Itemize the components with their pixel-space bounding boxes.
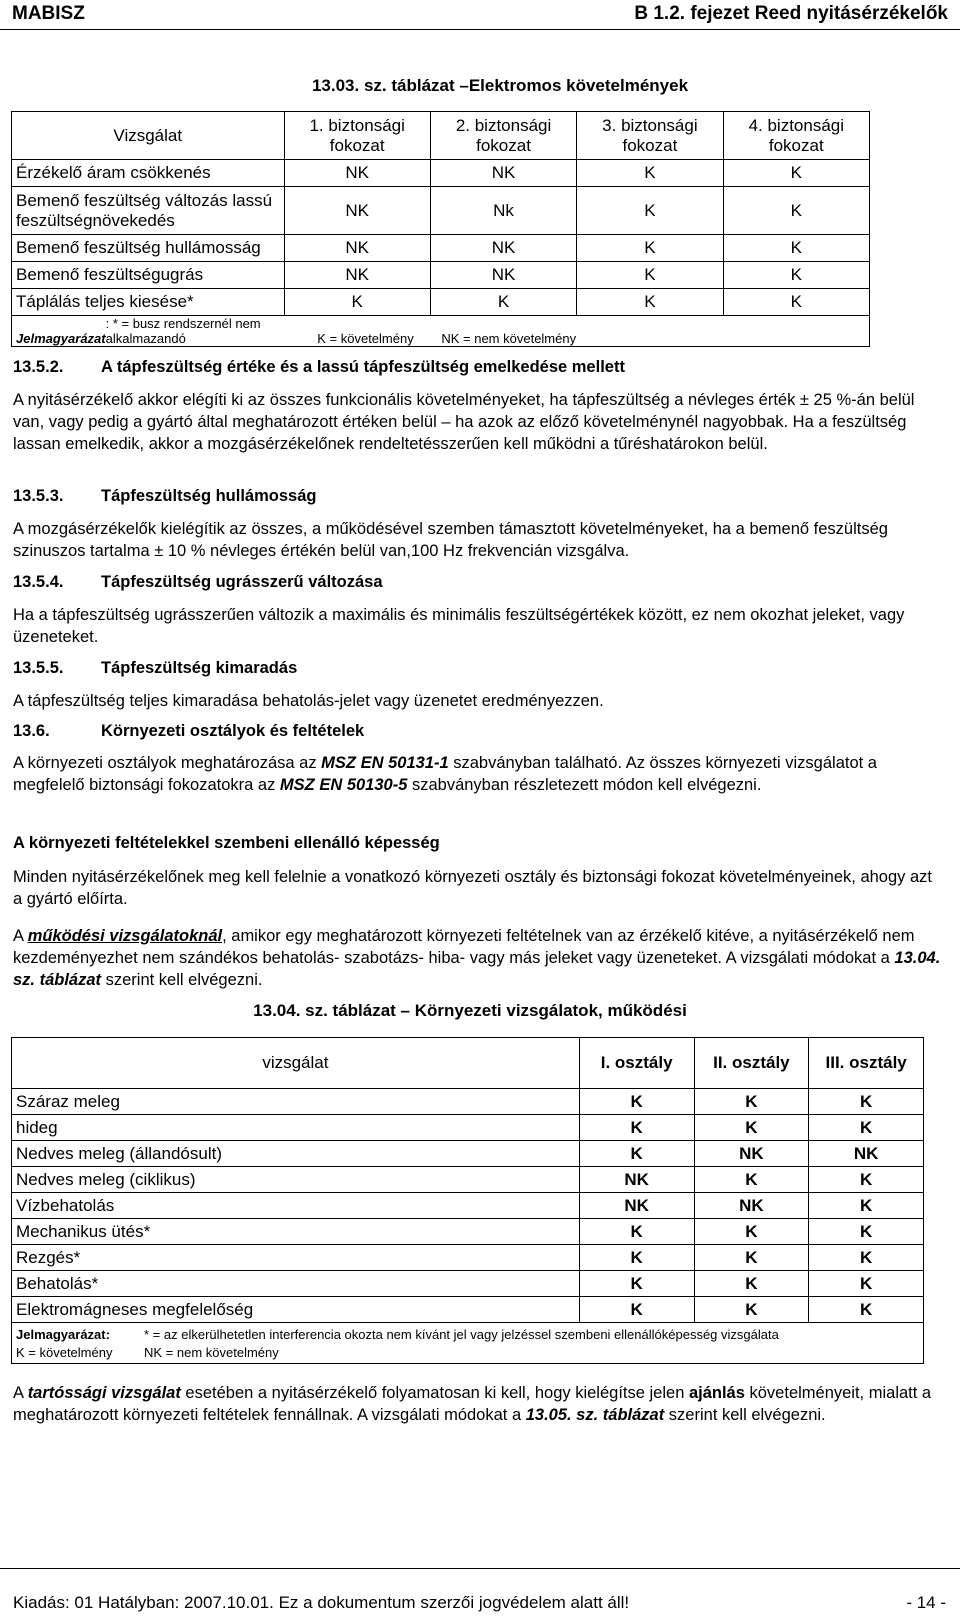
legend-bus: : * = busz rendszernél nem alkalmazandó <box>105 316 261 346</box>
cell: NK <box>284 160 430 187</box>
text-run: szerint kell elvégezni. <box>101 971 263 989</box>
section-13-5-5-text: A tápfeszültség teljes kimaradása behatolás-jelet vagy üzenetet eredményezzen. <box>13 692 604 710</box>
cell: K <box>694 1167 809 1193</box>
cell: K <box>809 1245 924 1271</box>
row-label: Bemenő feszültségugrás <box>12 262 285 289</box>
table-row <box>12 1167 924 1193</box>
emphasis: tartóssági vizsgálat <box>27 1384 181 1402</box>
cell: K <box>723 187 869 235</box>
footer-divider <box>0 1568 960 1569</box>
cell: Nk <box>430 187 576 235</box>
table2-caption: 13.04. sz. táblázat – Környezeti vizsgálatok, működési <box>253 1001 687 1020</box>
emphasis: ajánlás <box>688 1384 745 1402</box>
cell: K <box>579 1245 694 1271</box>
col-header: Vizsgálat <box>12 112 285 160</box>
table-row <box>12 289 870 316</box>
cell: NK <box>430 160 576 187</box>
text-run: , amikor egy meghatározott környezeti feltételnek van az érzékelő kitéve, a nyitásérzékelő nem kezdeményezhet nem szándékos behatolás- szabotázs- hiba- vagy más jeleket vagy üzeneteket. A vizsgálati módokat a <box>13 927 915 967</box>
cell: K <box>694 1297 809 1323</box>
environmental-tests-table <box>11 1037 924 1364</box>
cell: K <box>577 160 723 187</box>
table-ref: 13.05. sz. táblázat <box>525 1406 665 1424</box>
cell: K <box>430 289 576 316</box>
cell: K <box>723 235 869 262</box>
cell: K <box>579 1141 694 1167</box>
header-divider <box>0 29 960 30</box>
legend-label: Jelmagyarázat: <box>16 1327 110 1342</box>
cell: K <box>723 289 869 316</box>
section-heading: Tápfeszültség hullámosság <box>101 487 317 505</box>
table-row <box>12 187 870 235</box>
section-13-5-2-title <box>13 358 625 377</box>
section-13-6-text <box>13 752 943 796</box>
cell: NK <box>284 262 430 289</box>
row-label: Nedves meleg (ciklikus) <box>12 1167 580 1193</box>
env-resistance-title: A környezeti feltételekkel szembeni ellenálló képesség <box>13 834 440 852</box>
footer-info: Kiadás: 01 Hatályban: 2007.10.01. Ez a dokumentum szerzői jogvédelem alatt áll! <box>13 1593 630 1612</box>
row-label: Vízbehatolás <box>12 1193 580 1219</box>
col-header: III. osztály <box>809 1038 924 1089</box>
cell: NK <box>694 1141 809 1167</box>
table-header-row <box>12 1038 924 1089</box>
table-ref: 13.04. sz. táblázat <box>13 949 941 989</box>
row-label: Rezgés* <box>12 1245 580 1271</box>
page-number: - 14 - <box>906 1593 946 1612</box>
row-label: Behatolás* <box>12 1271 580 1297</box>
section-13-5-3-title <box>13 487 316 506</box>
table-row <box>12 1245 924 1271</box>
table-legend-row <box>12 1323 924 1364</box>
section-number: 13.5.3. <box>13 487 64 505</box>
cell: K <box>577 187 723 235</box>
cell: K <box>694 1271 809 1297</box>
text-run: szabványban részletezett módon kell elvégezni. <box>407 776 762 794</box>
section-number: 13.5.4. <box>13 573 64 591</box>
table-row <box>12 262 870 289</box>
table-row <box>12 1115 924 1141</box>
standard-ref: MSZ EN 50131-1 <box>321 754 449 772</box>
cell: K <box>284 289 430 316</box>
text-run: követelményeit, mialatt a meghatározott környezeti feltételek fennállnak. A vizsgálati módokat a <box>13 1384 932 1424</box>
cell: K <box>694 1115 809 1141</box>
legend-interference: * = az elkerülhetetlen interferencia okozta nem kívánt jel vagy jelzéssel szembeni ellenállóképesség vizsgálata <box>144 1327 779 1342</box>
env-resistance-text: Minden nyitásérzékelőnek meg kell felelnie a vonatkozó környezeti osztály és biztonsági fokozat követelményeinek, ahogy azt a gyártó előírta. <box>13 868 933 908</box>
section-number: 13.5.2. <box>13 358 64 376</box>
text-run: szabványban található. Az összes környezeti vizsgálatot a megfelelő biztonsági fokozatokra az <box>13 754 877 794</box>
cell: K <box>694 1245 809 1271</box>
table-legend <box>12 1323 924 1364</box>
cell: K <box>694 1089 809 1115</box>
text-run: A környezeti osztályok meghatározása az <box>13 754 322 772</box>
table-header-row <box>12 112 870 160</box>
standard-ref: MSZ EN 50130-5 <box>279 776 408 794</box>
cell: K <box>809 1193 924 1219</box>
text-run: szerint kell elvégezni. <box>664 1406 826 1424</box>
row-label: Bemenő feszültség hullámosság <box>12 235 285 262</box>
section-13-5-4-text: Ha a tápfeszültség ugrásszerűen változik a maximális és minimális feszültségértékek között, ez nem okozhat jeleket, vagy üzeneteket. <box>13 606 905 646</box>
table-row <box>12 1141 924 1167</box>
cell: K <box>809 1167 924 1193</box>
col-header: 2. biztonsági fokozat <box>430 112 576 160</box>
section-heading: Környezeti osztályok és feltételek <box>101 722 365 740</box>
text-run: A <box>13 1384 28 1402</box>
cell: K <box>579 1089 694 1115</box>
section-heading: A tápfeszültség értéke és a lassú tápfeszültség emelkedése mellett <box>101 358 625 376</box>
legend-k: K = követelmény <box>317 331 414 346</box>
section-13-5-5-title <box>13 659 297 678</box>
cell: K <box>723 262 869 289</box>
cell: K <box>723 160 869 187</box>
row-label: Nedves meleg (állandósult) <box>12 1141 580 1167</box>
cell: NK <box>579 1167 694 1193</box>
col-header: vizsgálat <box>12 1038 580 1089</box>
cell: K <box>809 1089 924 1115</box>
table-row <box>12 235 870 262</box>
durability-tests-text <box>13 1382 943 1426</box>
cell: K <box>577 289 723 316</box>
col-header: II. osztály <box>694 1038 809 1089</box>
table-row <box>12 1271 924 1297</box>
emphasis: működési vizsgálatoknál <box>27 927 223 945</box>
cell: K <box>579 1271 694 1297</box>
legend-label: Jelmagyarázat <box>16 331 106 346</box>
cell: NK <box>284 187 430 235</box>
legend-nk: NK = nem követelmény <box>144 1345 279 1360</box>
row-label: Érzékelő áram csökkenés <box>12 160 285 187</box>
section-number: 13.5.5. <box>13 659 64 677</box>
header-org: MABISZ <box>12 3 85 24</box>
section-13-5-2-text: A nyitásérzékelő akkor elégíti ki az összes funkcionális követelményeket, ha tápfeszültség a névleges érték ± 25 %-án belül van, vagy pedig a gyártó által meghatározott értéken belül – ha azok az előző követelménynél nagyobbak. Ha a feszültség lassan emelkedik, akkor a mozgásérzékelőnek rendeltetésszerűen kell működni a tűréshatárokon belül. <box>13 391 915 453</box>
legend-nk: NK = nem követelmény <box>441 331 577 346</box>
cell: K <box>809 1219 924 1245</box>
cell: NK <box>809 1141 924 1167</box>
col-header: I. osztály <box>579 1038 694 1089</box>
page-header <box>0 0 960 30</box>
cell: K <box>577 262 723 289</box>
table-row <box>12 1089 924 1115</box>
table1-caption: 13.03. sz. táblázat –Elektromos követelmények <box>311 76 689 95</box>
cell: K <box>809 1115 924 1141</box>
cell: K <box>579 1115 694 1141</box>
legend-k: K = követelmény <box>16 1345 113 1360</box>
table-row <box>12 1193 924 1219</box>
section-number: 13.6. <box>13 722 50 740</box>
row-label: Bemenő feszültség változás lassú feszültségnövekedés <box>12 187 285 235</box>
cell: NK <box>579 1193 694 1219</box>
col-header: 1. biztonsági fokozat <box>284 112 430 160</box>
row-label: hideg <box>12 1115 580 1141</box>
table-legend-row <box>12 316 870 347</box>
row-label: Elektromágneses megfelelőség <box>12 1297 580 1323</box>
electrical-requirements-table <box>11 111 870 347</box>
row-label: Táplálás teljes kiesése* <box>12 289 285 316</box>
col-header: 3. biztonsági fokozat <box>577 112 723 160</box>
section-13-6-title <box>13 722 364 741</box>
section-heading: Tápfeszültség kimaradás <box>101 659 298 677</box>
cell: K <box>579 1219 694 1245</box>
operational-tests-text <box>13 925 943 991</box>
header-chapter: B 1.2. fejezet Reed nyitásérzékelők <box>634 3 948 24</box>
cell: NK <box>430 262 576 289</box>
cell: K <box>809 1271 924 1297</box>
cell: K <box>577 235 723 262</box>
section-13-5-3-text: A mozgásérzékelők kielégítik az összes, a működésével szemben támasztott követelményeket, ha a bemenő feszültség szinuszos tartalma ± 10 % névleges értékén belül van,100 Hz frekvencián vizsgálva. <box>13 520 888 560</box>
section-heading: Tápfeszültség ugrásszerű változása <box>101 573 383 591</box>
cell: NK <box>284 235 430 262</box>
cell: K <box>579 1297 694 1323</box>
text-run: A <box>13 927 28 945</box>
text-run: esetében a nyitásérzékelő folyamatosan ki kell, hogy kielégítse jelen <box>180 1384 689 1402</box>
table-row <box>12 1297 924 1323</box>
table-row <box>12 1219 924 1245</box>
row-label: Száraz meleg <box>12 1089 580 1115</box>
cell: NK <box>430 235 576 262</box>
row-label: Mechanikus ütés* <box>12 1219 580 1245</box>
cell: NK <box>694 1193 809 1219</box>
section-13-5-4-title <box>13 573 383 592</box>
table-row <box>12 160 870 187</box>
table-legend <box>12 316 870 347</box>
cell: K <box>694 1219 809 1245</box>
col-header: 4. biztonsági fokozat <box>723 112 869 160</box>
cell: K <box>809 1297 924 1323</box>
